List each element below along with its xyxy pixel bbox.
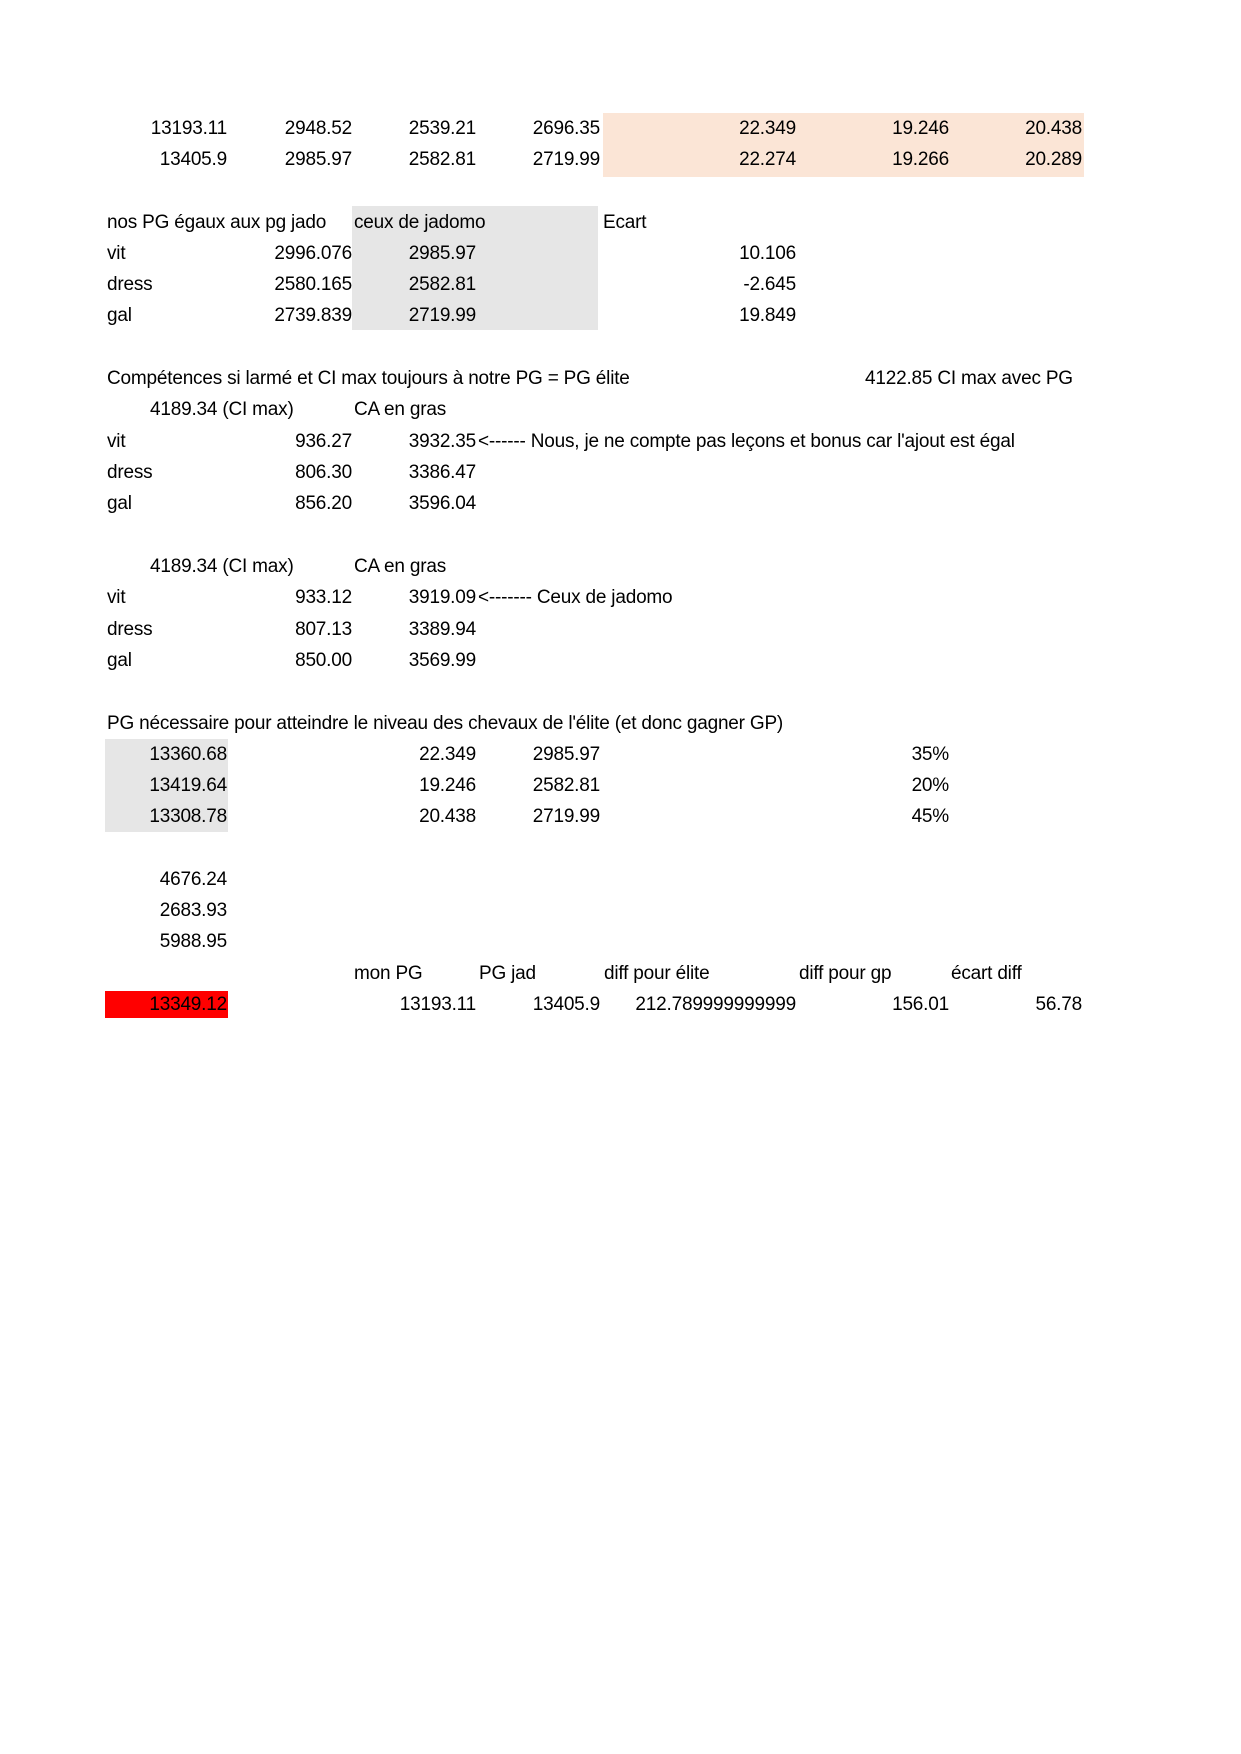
jadomo-skill-ca: 3919.09 [408,587,476,608]
summary-mon-pg: 13193.11 [399,994,476,1015]
elite-skill: 2582.81 [532,775,600,796]
jadomo-skill-ca: 3389.94 [408,619,476,640]
ours-skill-note: <------ Nous, je ne compte pas leçons et bonus car l'ajout est égal [478,431,1015,452]
compare-row-jadomo: 2582.81 [408,274,476,295]
summary-ecart-diff: 56.78 [1035,994,1082,1015]
ours-skill-value: 856.20 [295,493,352,514]
summary-diff-gp: 156.01 [892,994,949,1015]
ours-skill-value: 806.30 [295,462,352,483]
summary-total: 13349.12 [149,994,227,1015]
ours-ci-max: 4189.34 (CI max) [150,399,294,420]
elite-skill: 2985.97 [532,744,600,765]
cell-f1: 19.246 [892,118,949,139]
summary-header-pg-jad: PG jad [479,963,536,984]
compare-row-ecart: 19.849 [739,305,796,326]
jadomo-ca-label: CA en gras [354,556,446,577]
jadomo-skill-ca: 3569.99 [408,650,476,671]
elite-weight: 20% [911,775,949,796]
jadomo-skill-label: vit [107,587,126,608]
compare-row-label: vit [107,243,126,264]
elite-weight: 35% [911,744,949,765]
compare-row-ecart: 10.106 [739,243,796,264]
cell-g1: 20.438 [1025,118,1082,139]
cell-d1: 2696.35 [532,118,600,139]
compare-row-ours: 2996.076 [274,243,352,264]
cell-e2: 22.274 [739,149,796,170]
cell-a2: 13405.9 [159,149,227,170]
cell-c1: 2539.21 [408,118,476,139]
cell-b1: 2948.52 [284,118,352,139]
skills-side-note-clip [800,363,1082,394]
cell-b2: 2985.97 [284,149,352,170]
skills-side-note: 4122.85 CI max avec PG [865,368,1073,389]
summary-diff-elite: 212.789999999999 [635,994,796,1015]
weighted-value: 5988.95 [159,931,227,952]
elite-skill: 2719.99 [532,806,600,827]
weighted-value: 2683.93 [159,900,227,921]
summary-pg-jad: 13405.9 [532,994,600,1015]
cell-c2: 2582.81 [408,149,476,170]
cell-e1: 22.349 [739,118,796,139]
compare-row-jadomo: 2719.99 [408,305,476,326]
compare-row-ours: 2739.839 [274,305,352,326]
compare-row-jadomo: 2985.97 [408,243,476,264]
ours-skill-ca: 3596.04 [408,493,476,514]
ours-skill-label: dress [107,462,153,483]
compare-row-ours: 2580.165 [274,274,352,295]
ours-skill-label: vit [107,431,126,452]
compare-row-label: dress [107,274,153,295]
cell-f2: 19.266 [892,149,949,170]
compare-header-jadomo: ceux de jadomo [354,212,486,233]
compare-header-ecart: Ecart [603,212,647,233]
summary-header-diff-gp: diff pour gp [799,963,892,984]
elite-pg: 13419.64 [149,775,227,796]
ours-skill-value: 936.27 [295,431,352,452]
elite-pg: 13308.78 [149,806,227,827]
summary-header-ecart-diff: écart diff [951,963,1022,984]
weighted-value: 4676.24 [159,869,227,890]
compare-header-label: nos PG égaux aux pg jado [107,212,327,233]
jadomo-skill-value: 933.12 [295,587,352,608]
cell-d2: 2719.99 [532,149,600,170]
ours-note-clip [478,426,1082,457]
elite-pg: 13360.68 [149,744,227,765]
jadomo-skill-label: gal [107,650,132,671]
jadomo-ci-max: 4189.34 (CI max) [150,556,294,577]
ours-skill-ca: 3932.35 [408,431,476,452]
cell-g2: 20.289 [1025,149,1082,170]
elite-ratio: 20.438 [419,806,476,827]
ours-skill-label: gal [107,493,132,514]
jadomo-skill-value: 807.13 [295,619,352,640]
jadomo-skill-value: 850.00 [295,650,352,671]
jadomo-skill-note: <------- Ceux de jadomo [478,587,673,608]
compare-row-label: gal [107,305,132,326]
elite-title: PG nécessaire pour atteindre le niveau des chevaux de l'élite (et donc gagner GP) [107,713,784,734]
jadomo-skill-label: dress [107,619,153,640]
skills-title: Compétences si larmé et CI max toujours à notre PG = PG élite [107,368,630,389]
cell-a1: 13193.11 [150,118,227,139]
compare-row-ecart: -2.645 [743,274,796,295]
elite-weight: 45% [911,806,949,827]
ours-ca-label: CA en gras [354,399,446,420]
elite-ratio: 22.349 [419,744,476,765]
summary-header-diff-elite: diff pour élite [604,963,710,984]
elite-ratio: 19.246 [419,775,476,796]
summary-header-mon-pg: mon PG [354,963,423,984]
ours-skill-ca: 3386.47 [408,462,476,483]
